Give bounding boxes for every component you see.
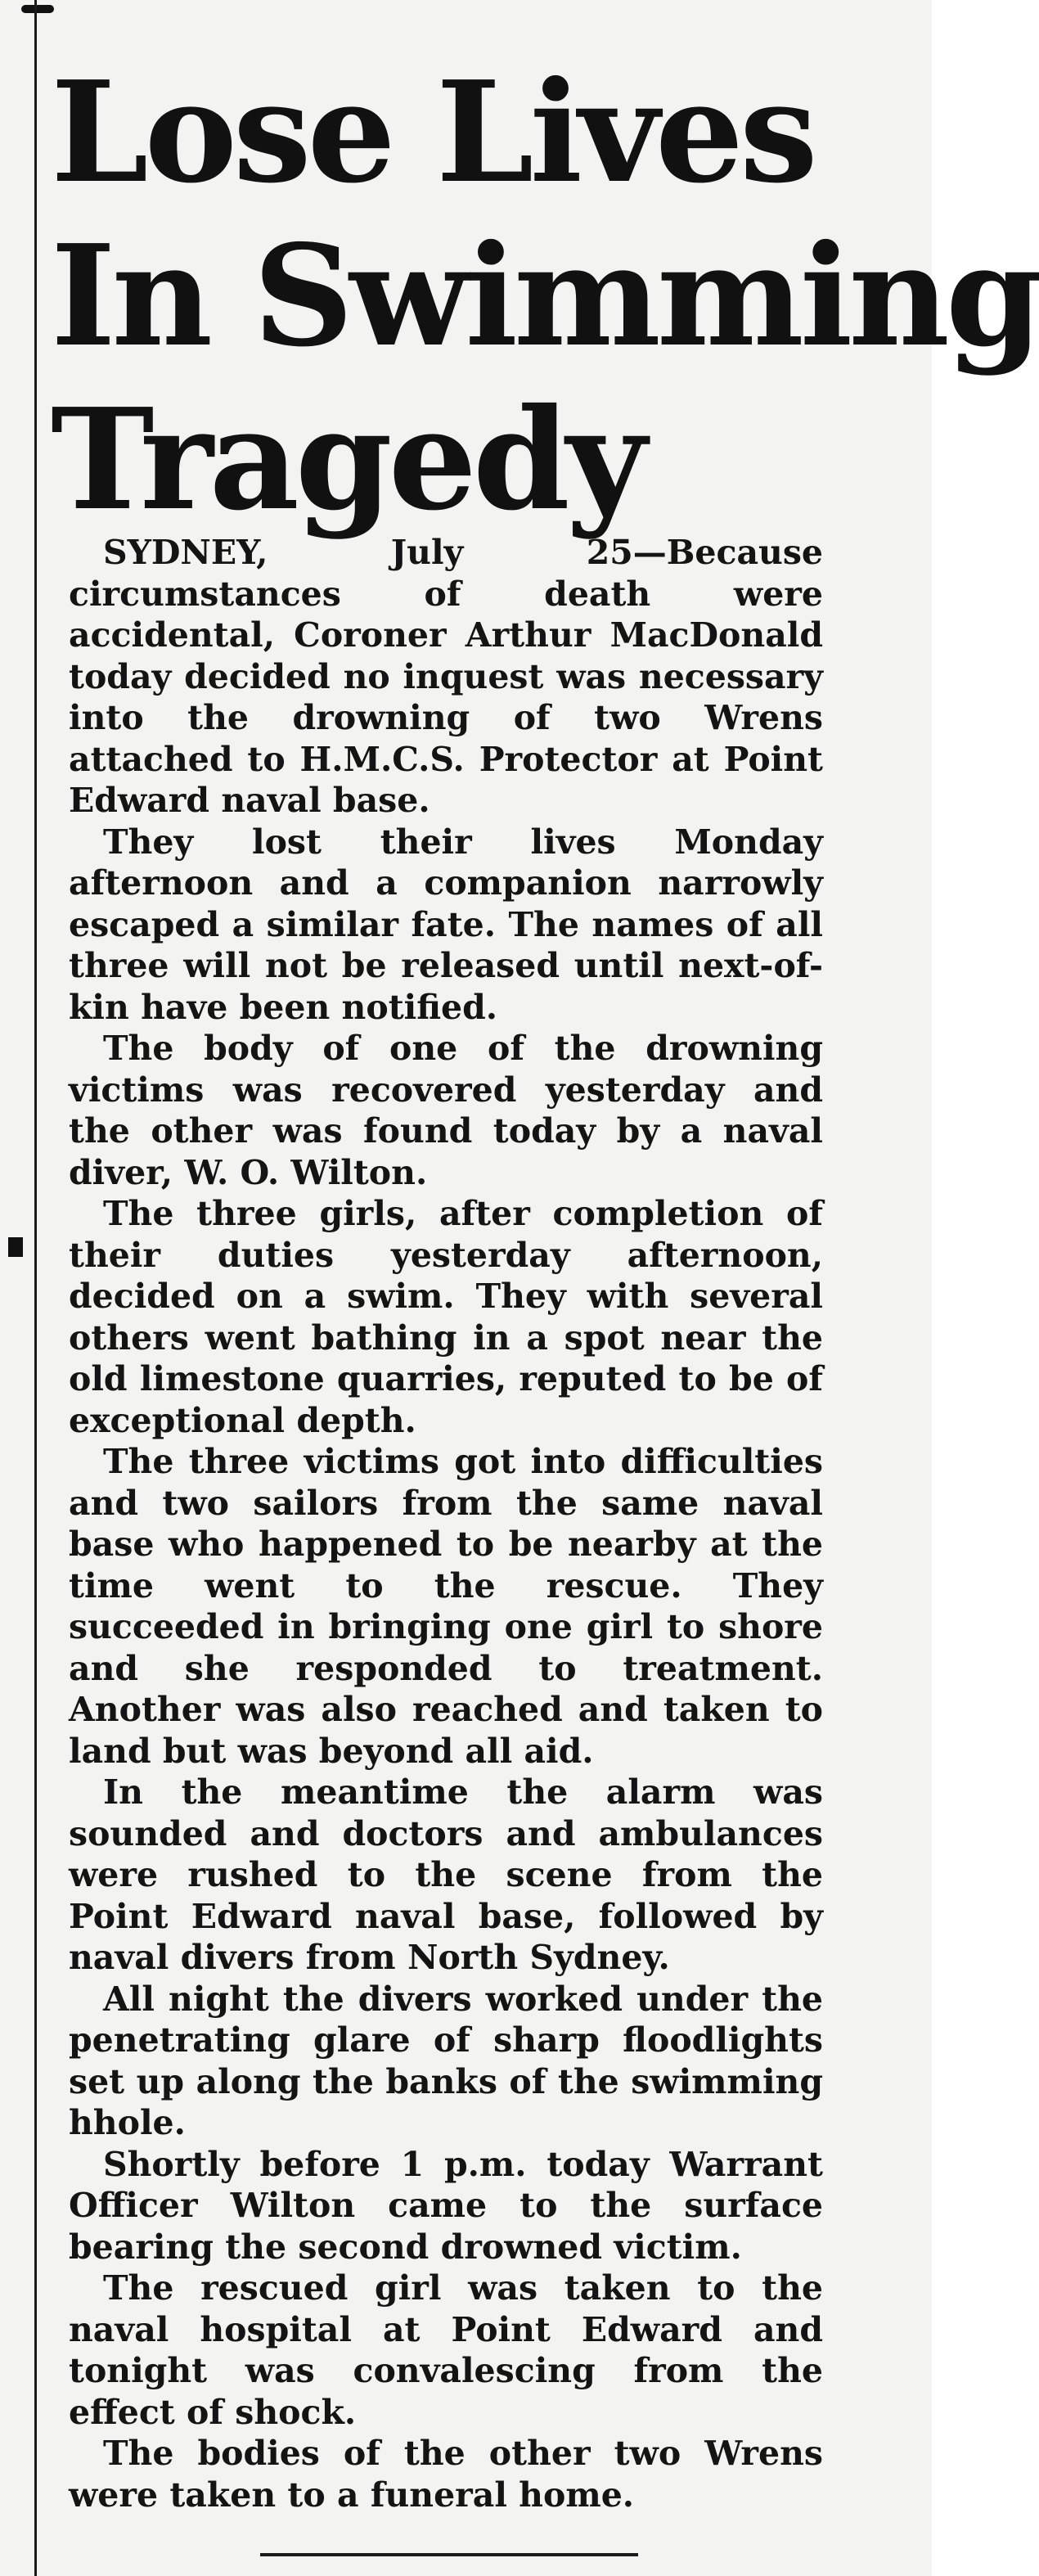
headline-line-3: Tragedy (51, 378, 643, 542)
column-rule (34, 0, 37, 2576)
end-rule (260, 2553, 638, 2556)
paragraph: The three girls, after completion of their duties yesterday afternoon, decided on a swim. They with several others went bathing in a spot near the old limestone quarries, reputed to be of exceptional depth. (69, 1194, 823, 1440)
article-body (69, 532, 823, 2515)
paragraph: The body of one of the drowning victims was recovered yesterday and the other was found today by a naval diver, W. O. Wilton. (69, 1029, 823, 1192)
paragraph: The three victims got into difficulties and two sailors from the same naval base who happened to be nearby at the time went to the rescue. They succeeded in bringing one girl to shore and she responded to treatment. Another was also reached and taken to land but was beyond all aid. (69, 1442, 823, 1771)
paragraph: All night the divers worked under the penetrating glare of sharp floodlights set up along the banks of the swimming hhole. (69, 1979, 823, 2142)
headline (51, 51, 1039, 542)
headline-line-2: In Swimming (51, 214, 1039, 378)
paragraph-dateline: SYDNEY, July 25—Because circumstances of death were accidental, Coroner Arthur MacDonald today decided no inquest was necessary into the drowning of two Wrens attached to H.M.C.S. Protector at Point Edward naval base. (69, 533, 823, 820)
paragraph: In the meantime the alarm was sounded and doctors and ambulances were rushed to the scene from the Point Edward naval base, followed by naval divers from North Sydney. (69, 1772, 823, 1977)
column-marker (8, 1237, 23, 1257)
paragraph: They lost their lives Monday afternoon and a companion narrowly escaped a similar fate. The names of all three will not be released until next-of-kin have been notified. (69, 822, 823, 1027)
paragraph: Shortly before 1 p.m. today Warrant Officer Wilton came to the surface bearing the second drowned victim. (69, 2144, 823, 2267)
ink-speck (21, 5, 54, 13)
headline-line-1: Lose Lives (51, 51, 814, 214)
paragraph: The rescued girl was taken to the naval hospital at Point Edward and tonight was convalescing from the effect of shock. (69, 2268, 823, 2432)
paragraph: The bodies of the other two Wrens were taken to a funeral home. (69, 2434, 823, 2515)
